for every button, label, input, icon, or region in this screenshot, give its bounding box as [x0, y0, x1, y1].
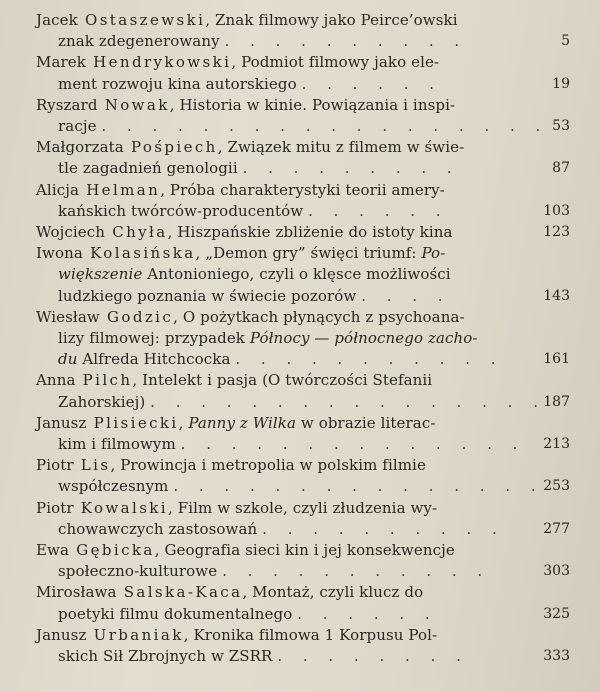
page-number: 213: [543, 436, 570, 453]
toc-line: [36, 582, 570, 603]
author-last-name: Urbaniak: [93, 625, 184, 644]
author-first-name: Janusz: [36, 413, 87, 432]
entry-title-text: , „Demon gry” święci triumf:: [195, 244, 422, 263]
toc-entry: [36, 625, 570, 667]
author-first-name: Jacek: [36, 11, 78, 29]
toc-entry: [36, 222, 570, 243]
author-first-name: Marek: [36, 53, 86, 72]
toc-line: [36, 264, 570, 285]
entry-author: [36, 541, 155, 559]
page-number: 5: [561, 33, 570, 50]
dot-leader: . . . . . . . . . . . . . .: [180, 435, 526, 454]
dot-leader: . . . . . . . . . .: [224, 32, 468, 51]
entry-author: [36, 626, 184, 644]
toc-entry: [36, 582, 570, 624]
toc-line: [36, 201, 570, 222]
entry-author: [36, 11, 205, 29]
entry-title-text: , Historia w kinie. Powiązania i inspi-: [169, 95, 456, 114]
entry-title-text: ,: [178, 413, 189, 432]
toc-line: [36, 52, 570, 73]
entry-author: [36, 499, 168, 517]
entry-title-italic: Północy — północnego zacho-: [249, 329, 478, 348]
toc-line: [36, 10, 570, 31]
author-first-name: Iwona: [36, 244, 83, 263]
author-first-name: Wojciech: [36, 223, 106, 242]
toc-line: [36, 31, 570, 52]
entry-author: [36, 456, 110, 474]
entry-author: [36, 53, 231, 71]
entry-author: [36, 583, 242, 601]
dot-leader: . . . . . . . . . . . . . . . .: [150, 392, 546, 411]
entry-title-text: społeczno-kulturowe: [58, 562, 218, 581]
toc-entry: [36, 10, 570, 52]
dot-leader: . . . . . . . .: [277, 647, 469, 666]
entry-title-text: , Związek mitu z filmem w świe-: [217, 138, 465, 157]
author-first-name: Ewa: [36, 541, 70, 560]
author-last-name: Hendrykowski: [93, 53, 232, 72]
author-first-name: Małgorzata: [36, 138, 124, 157]
page-number: 143: [543, 287, 570, 304]
toc-line: [36, 349, 570, 370]
entry-title-text: , Kronika filmowa 1 Korpusu Pol-: [183, 625, 438, 644]
page-number: 103: [543, 202, 570, 219]
toc-line: [36, 519, 570, 540]
toc-entry: [36, 52, 570, 94]
dot-leader: . . . . . . . . . .: [262, 519, 505, 538]
entry-title-text: , Geografia sieci kin i jej konsekwencje: [154, 541, 455, 560]
toc-line: [36, 307, 570, 328]
toc-line: [36, 328, 570, 349]
author-last-name: Helman: [86, 180, 161, 199]
dot-leader: . . . . . . . . .: [242, 159, 460, 178]
author-first-name: Janusz: [36, 625, 87, 644]
entry-title-text: , Podmiot filmowy jako ele-: [231, 53, 440, 72]
toc-line: [36, 434, 570, 455]
toc-line: [36, 286, 570, 307]
toc-line: [36, 158, 570, 179]
toc-entry: [36, 370, 570, 412]
toc-line: [36, 95, 570, 116]
entry-title-text: , Próba charakterystyki teorii amery-: [160, 180, 445, 199]
author-last-name: Nowak: [104, 95, 170, 114]
author-last-name: Godzic: [107, 307, 174, 326]
toc-entry: [36, 180, 570, 222]
author-first-name: Mirosława: [36, 583, 117, 602]
author-first-name: Anna: [36, 371, 76, 390]
entry-title-text: skich Sił Zbrojnych w ZSRR: [58, 647, 273, 666]
toc-line: [36, 561, 570, 582]
entry-author: [36, 223, 168, 241]
entry-title-text: znak zdegenerowany: [58, 32, 220, 51]
toc-entry: [36, 455, 570, 497]
entry-author: [36, 138, 218, 156]
author-first-name: Alicja: [36, 180, 80, 199]
entry-title-text: , Prowincja i metropolia w polskim filmie: [110, 456, 426, 475]
entry-title-text: ment rozwoju kina autorskiego: [58, 74, 297, 93]
author-first-name: Ryszard: [36, 95, 98, 114]
page-number: 187: [543, 393, 570, 410]
entry-title-text: , Intelekt i pasja (O twórczości Stefanii: [132, 371, 433, 390]
author-last-name: Lis: [80, 456, 111, 475]
author-last-name: Pilch: [82, 371, 133, 390]
toc-line: [36, 222, 570, 243]
toc-line: [36, 370, 570, 391]
entry-author: [36, 414, 179, 432]
entry-author: [36, 308, 173, 326]
toc-entry: [36, 413, 570, 455]
entry-title-text: , Montaż, czyli klucz do: [242, 583, 424, 602]
toc-entry: [36, 307, 570, 371]
entry-title-text: kim i filmowym: [58, 435, 176, 454]
page-number: 325: [543, 605, 570, 622]
author-first-name: Piotr: [36, 498, 74, 517]
author-last-name: Plisiecki: [93, 413, 179, 432]
entry-title-text: poetyki filmu dokumentalnego: [58, 604, 293, 623]
entry-title-text: w obrazie literac-: [296, 413, 436, 432]
page-number: 277: [543, 520, 570, 537]
entry-title-text: Antonioniego, czyli o klęsce możliwości: [142, 265, 451, 284]
author-last-name: Chyła: [112, 223, 168, 242]
toc-entry: [36, 243, 570, 307]
dot-leader: . . . .: [361, 286, 451, 305]
entry-title-text: lizy filmowej: przypadek: [58, 329, 250, 348]
entry-title-text: tle zagadnień genologii: [58, 159, 238, 178]
dot-leader: . . . . . . . . . . .: [235, 350, 504, 369]
toc-line: [36, 137, 570, 158]
entry-title-text: , Hiszpańskie zbliżenie do istoty kina: [167, 223, 453, 242]
entry-title-text: kańskich twórców-producentów: [58, 201, 304, 220]
toc-line: [36, 116, 570, 137]
page-number: 19: [552, 75, 570, 92]
author-first-name: Wiesław: [36, 307, 100, 326]
toc-entry: [36, 95, 570, 137]
author-last-name: Gębicka: [76, 541, 155, 560]
page-number: 303: [543, 563, 570, 580]
toc-line: [36, 625, 570, 646]
entry-title-text: Zahorskiej): [58, 392, 146, 411]
toc-line: [36, 180, 570, 201]
entry-title-italic: większenie: [58, 265, 143, 284]
entry-title-italic: Panny z Wilka: [188, 413, 297, 432]
page-number: 333: [543, 648, 570, 665]
author-last-name: Pośpiech: [130, 138, 218, 157]
toc-entry: [36, 498, 570, 540]
dot-leader: . . . . . . . . . . . . . . . . . .: [101, 117, 549, 136]
toc-line: [36, 540, 570, 561]
toc-entry: [36, 137, 570, 179]
entry-title-text: , Znak filmowy jako Peirce’owski: [205, 11, 458, 29]
dot-leader: . . . . . . . . . . . . . . .: [173, 477, 544, 496]
dot-leader: . . . . . .: [301, 74, 443, 93]
author-last-name: Ostaszewski: [85, 11, 206, 29]
page-number: 53: [552, 118, 570, 135]
entry-title-text: racje: [58, 117, 97, 136]
page-number: 161: [543, 351, 570, 368]
entry-title-text: ludzkiego poznania w świecie pozorów: [58, 286, 357, 305]
author-last-name: Salska-Kaca: [123, 583, 243, 602]
entry-title-italic: du: [58, 350, 78, 369]
entry-author: [36, 96, 170, 114]
table-of-contents: [36, 10, 570, 667]
toc-line: [36, 243, 570, 264]
entry-title-text: Alfreda Hitchcocka: [77, 350, 231, 369]
entry-author: [36, 181, 160, 199]
toc-line: [36, 646, 570, 667]
toc-line: [36, 392, 570, 413]
toc-line: [36, 604, 570, 625]
entry-title-italic: Po-: [421, 244, 446, 263]
toc-line: [36, 498, 570, 519]
dot-leader: . . . . . .: [308, 201, 449, 220]
dot-leader: . . . . . . . . . . .: [222, 562, 491, 581]
entry-title-text: , Film w szkole, czyli złudzenia wy-: [168, 498, 438, 517]
page-number: 253: [543, 478, 570, 495]
toc-line: [36, 413, 570, 434]
entry-title-text: , O pożytkach płynących z psychoana-: [173, 307, 465, 326]
toc-entry: [36, 540, 570, 582]
toc-line: [36, 74, 570, 95]
entry-title-text: chowawczych zastosowań: [58, 519, 258, 538]
entry-author: [36, 244, 196, 262]
page-number: 123: [543, 224, 570, 241]
author-last-name: Kolasińska: [90, 244, 196, 263]
dot-leader: . . . . . .: [297, 604, 438, 623]
entry-author: [36, 371, 132, 389]
toc-line: [36, 455, 570, 476]
author-first-name: Piotr: [36, 456, 74, 475]
author-last-name: Kowalski: [80, 498, 168, 517]
entry-title-text: współczesnym: [58, 477, 169, 496]
toc-line: [36, 476, 570, 497]
page-number: 87: [552, 160, 570, 177]
